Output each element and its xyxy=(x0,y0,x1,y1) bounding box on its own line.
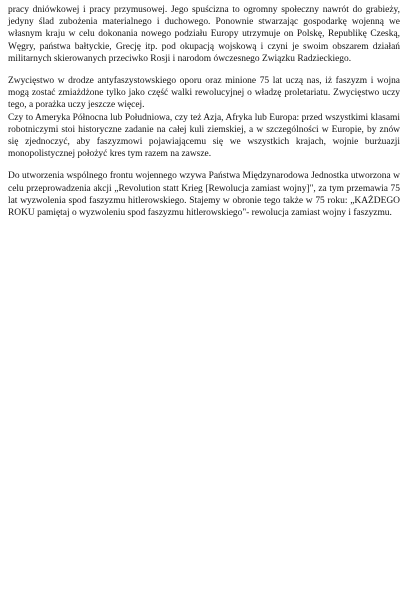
paragraph-3: Czy to Ameryka Północna lub Południowa, czy też Azja, Afryka lub Europa: przed wszystkimi klasami robotniczymi stoi historyczne zadanie na całej kuli ziemskiej, a w szczególności w Europie, by znów się zjednoczyć, aby faszyzmowi pojawiającemu się we wszystkich krajach, wojnie burżuazji monopolistycznej położyć kres tym razem na zawsze. xyxy=(8,112,400,160)
paragraph-4: Do utworzenia wspólnego frontu wojennego wzywa Państwa Międzynarodowa Jednostka utworzona w celu przeprowadzenia akcji „Revolution statt Krieg [Rewolucja zamiast wojny]", za tym przemawia 75 lat wyzwolenia spod faszyzmu hitlerowskiego. Stajemy w obronie tego także w 75 roku: „KAŻDEGO ROKU pamiętaj o wyzwoleniu spod faszyzmu hitlerowskiego"- rewolucja zamiast wojny i faszyzmu. xyxy=(8,171,400,219)
paragraph-1: pracy dniówkowej i pracy przymusowej. Jego spuścizna to ogromny społeczny nawrót do grabieży, jedyny ślad zubożenia materialnego i duchowego. Ponownie stwarzając gospodarkę wojenną we własnym kraju w celu dokonania nowego podziału Europy utrzymuje on Polskę, Republikę Czeską, Węgry, państwa bałtyckie, Grecję itp. pod okupacją wojskową i czyni je swoim obszarem działań militarnych skierowanych przeciwko Rosji i narodom ówczesnego Związku Radzieckiego. xyxy=(8,5,400,64)
paragraph-2: Zwycięstwo w drodze antyfaszystowskiego oporu oraz minione 75 lat uczą nas, iż faszyzm i wojna mogą zostać zmiażdżone tylko jako część walki rewolucyjnej o władzę proletariatu. Zwycięstwo uczy tego, a porażka uczy jeszcze więcej. xyxy=(8,76,400,111)
document-body xyxy=(8,4,400,229)
